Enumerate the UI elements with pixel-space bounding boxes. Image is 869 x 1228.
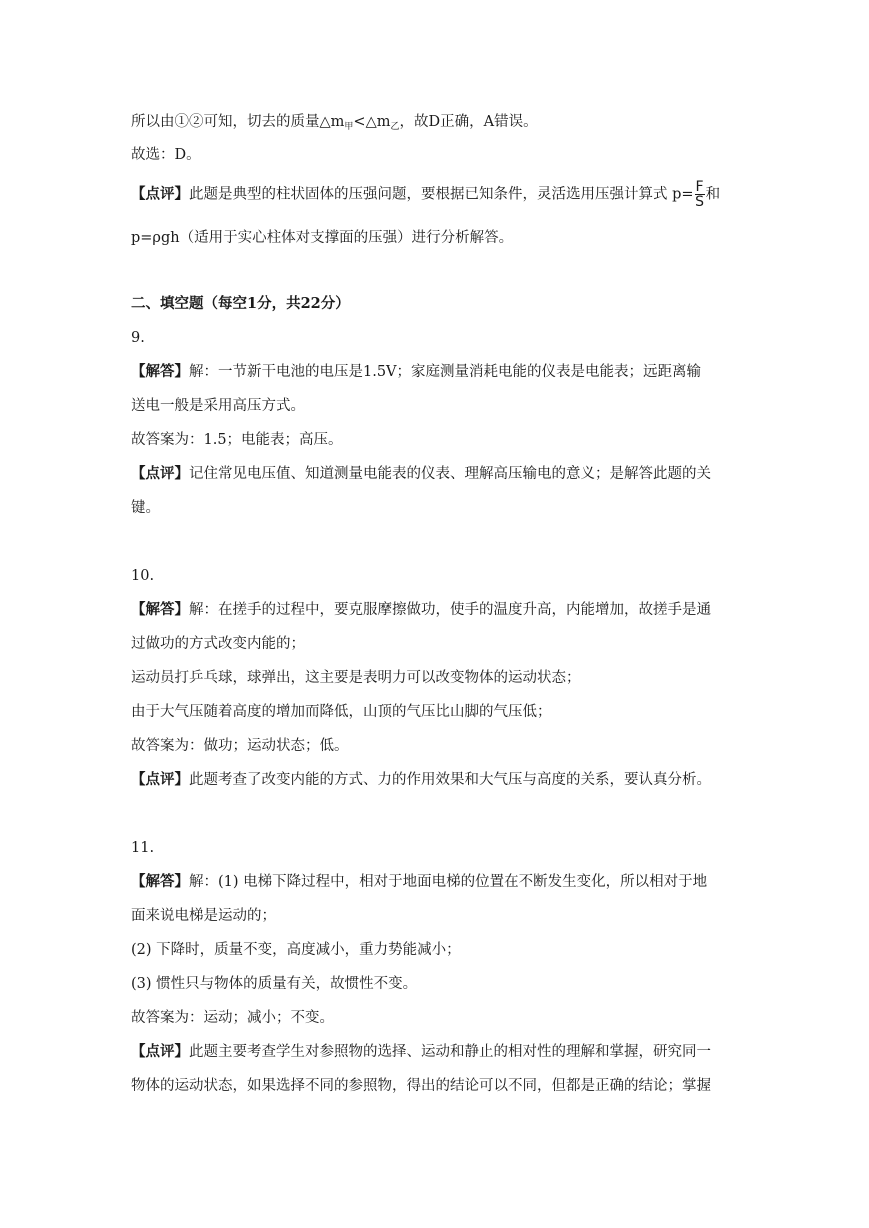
prev-review-line2: p=ρgh（适用于实心柱体对支撑面的压强）进行分析解答。 xyxy=(131,230,514,246)
q10-answer: 故答案为：做功；运动状态；低。 xyxy=(131,738,349,754)
q10-solution-line1: 【解答】解：在搓手的过程中，要克服摩擦做功，使手的温度升高，内能增加，故搓手是通 xyxy=(131,601,711,618)
q11-solution-line1: 【解答】解：(1) 电梯下降过程中，相对于地面电梯的位置在不断发生变化，所以相对于地 xyxy=(131,873,708,890)
pressure-formula-fraction: $\frac{F}{S}$ xyxy=(695,179,705,210)
q9-number: 9. xyxy=(131,330,145,346)
q10-review: 【点评】此题考查了改变内能的方式、力的作用效果和大气压与高度的关系，要认真分析。 xyxy=(131,771,711,788)
q9-answer: 故答案为：1.5；电能表；高压。 xyxy=(131,432,343,448)
q11-review-line2: 物体的运动状态，如果选择不同的参照物，得出的结论可以不同，但都是正确的结论；掌握 xyxy=(131,1078,711,1094)
q11-solution-line2: 面来说电梯是运动的； xyxy=(131,908,276,924)
prev-answer: 故选：D。 xyxy=(131,147,201,163)
q11-solution-line4: (3) 惯性只与物体的质量有关，故惯性不变。 xyxy=(131,976,418,992)
q11-number: 11. xyxy=(131,840,155,856)
q11-answer: 故答案为：运动；减小；不变。 xyxy=(131,1010,334,1026)
q9-solution-line1: 【解答】解：一节新干电池的电压是1.5V；家庭测量消耗电能的仪表是电能表；远距离输 xyxy=(131,363,702,380)
q9-review-line1: 【点评】记住常见电压值、知道测量电能表的仪表、理解高压输电的意义；是解答此题的关 xyxy=(131,465,711,482)
section-heading: 二、填空题（每空1分，共22分） xyxy=(131,295,350,312)
prev-review-line1: 【点评】此题是典型的柱状固体的压强问题，要根据已知条件，灵活选用压强计算式 p= $\frac{F}{S}$ 和 xyxy=(131,179,721,210)
q10-solution-line2: 过做功的方式改变内能的； xyxy=(131,636,305,652)
q9-review-line2: 键。 xyxy=(131,500,160,516)
q10-number: 10. xyxy=(131,568,155,584)
q9-solution-line2: 送电一般是采用高压方式。 xyxy=(131,398,305,414)
prev-solution-line: 所以由①②可知，切去的质量$\triangle m_甲<\triangle m_乙$，故D正确，A错误。 xyxy=(131,114,538,132)
q11-review-line1: 【点评】此题主要考查学生对参照物的选择、运动和静止的相对性的理解和掌握，研究同一 xyxy=(131,1043,711,1060)
q10-solution-line4: 由于大气压随着高度的增加而降低，山顶的气压比山脚的气压低； xyxy=(131,704,552,720)
q10-solution-line3: 运动员打乒乓球，球弹出，这主要是表明力可以改变物体的运动状态； xyxy=(131,670,581,686)
q11-solution-line3: (2) 下降时，质量不变，高度减小，重力势能减小； xyxy=(131,942,461,958)
